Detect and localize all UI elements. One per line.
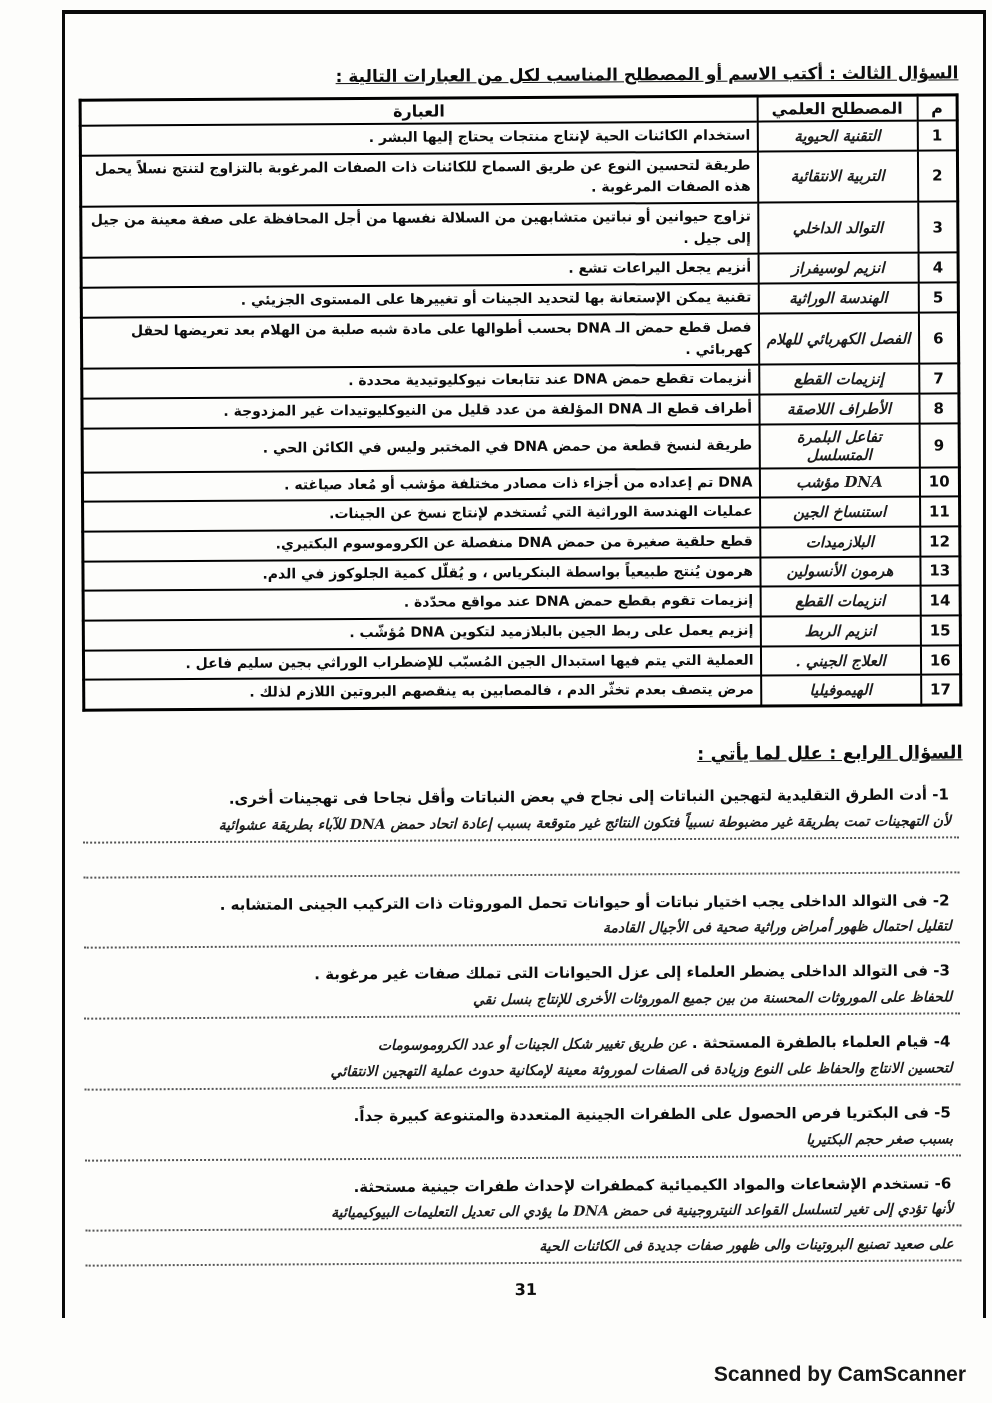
- table-row: [84, 675, 961, 711]
- question-text: 5- فى البكتريا فرص الحصول على الطفرات الجينية المتعددة والمتنوعة كبيرة جداً.: [353, 1103, 951, 1126]
- scientific-term-handwritten: البلازميدات: [760, 527, 920, 558]
- row-number: 8: [919, 393, 959, 423]
- statement-text: أطراف قطع الـ DNA المؤلفة من عدد قليل من النيوكليوتيدات غير المزدوجة .: [82, 394, 759, 428]
- question4-title: السؤال الرابع : علل لما يأتي :: [697, 742, 963, 766]
- handwritten-answer: بسبب صغر حجم البكتيريا: [85, 1128, 961, 1161]
- row-number: 2: [917, 150, 957, 202]
- scientific-term-handwritten: الهندسة الوراثية: [758, 283, 918, 314]
- item-number: 1-: [926, 785, 949, 804]
- item-number: 4-: [928, 1032, 951, 1051]
- header-statement: العبارة: [80, 96, 757, 126]
- statement-text: فصل قطع حمض الـ DNA بحسب أطوالها على مادة شبه صلبة من الهلام بعد تعريضها لحقل كهربائي .: [81, 313, 758, 369]
- item-number: 3-: [927, 961, 950, 980]
- scientific-term-handwritten: الأطراف اللاصقة: [759, 393, 919, 424]
- header-scientific-term: المصطلح العلمي: [757, 95, 917, 121]
- question-text: 4- قيام العلماء بالطفرة المستحثة . عن طريق تغيير شكل الجينات أو عدد الكروموسومات: [377, 1032, 951, 1054]
- question3-table: [79, 93, 963, 711]
- scientific-term-handwritten: تفاعل البلمرة المتسلسل: [759, 423, 919, 468]
- question-text: 2- فى التوالد الداخلى يجب اختيار نباتات أو حيوانات تحمل الموروثات ذات التركيب الجينى المتشابه .: [219, 891, 950, 914]
- question4-section: [83, 742, 966, 1267]
- scientific-term-handwritten: التربية الانتقائية: [757, 150, 917, 202]
- statement-text: طريقة لتحسين النوع عن طريق السماح للكائنات ذات الصفات المرغوبة بالتزاوج لتنتج نسلاً يحمل هذه الصفات المرغوبة .: [80, 151, 757, 207]
- statement-text: هرمون يُنتج طبيعياً بواسطة البنكرياس ، و يُقلّل كمية الجلوكوز في الدم.: [83, 557, 760, 591]
- reasoning-item: [85, 1101, 965, 1161]
- row-number: 16: [920, 645, 960, 675]
- table-row: [81, 201, 958, 258]
- statement-text: أنزيم يجعل اليراعات تشع .: [81, 254, 758, 288]
- item-number: 2-: [927, 891, 950, 910]
- scientific-term-handwritten: التقنية الحيوية: [757, 121, 917, 152]
- scientific-term-handwritten: الفصل الكهربائي للهلام: [758, 312, 918, 364]
- statement-text: استخدام الكائنات الحية لإنتاج منتجات يحتاج إليها البشر .: [80, 122, 757, 156]
- reasoning-item: [83, 783, 964, 878]
- statement-text: مرض يتصف بعدم تخثّر الدم ، فالمصابين به ينقصهم البروتين اللازم لذلك .: [84, 676, 761, 710]
- item-number: 6-: [929, 1174, 952, 1193]
- row-number: 15: [920, 615, 960, 645]
- row-number: 14: [920, 586, 960, 616]
- scientific-term-handwritten: التوالد الداخلي: [758, 202, 918, 254]
- statement-text: قطع حلقية صغيرة من حمض DNA منفصلة عن الكروموسوم البكتيري.: [83, 527, 760, 561]
- table-row: [81, 312, 958, 369]
- row-number: 5: [918, 282, 958, 312]
- scientific-term-handwritten: العلاج الجيني .: [760, 645, 920, 676]
- statement-text: DNA تم إعداده من أجزاء ذات مصادر مختلفة مؤشب أو مُعاد صياغته .: [82, 468, 759, 502]
- header-number: م: [917, 95, 957, 121]
- statement-text: أنزيمات تقطع حمض DNA عند تتابعات نيوكليوتيدية محددة .: [82, 365, 759, 399]
- handwritten-answer: للحفاظ على الموروثات المحسنة من بين جميع الموروثات الأخرى للإنتاج بنسل نقي: [84, 986, 960, 1019]
- scientific-term-handwritten: الهيموفيليا: [761, 675, 921, 706]
- camscanner-credit: Scanned by CamScanner: [713, 1363, 966, 1386]
- item-number: 5-: [928, 1103, 951, 1122]
- page-content: [62, 11, 986, 1302]
- scientific-term-handwritten: DNA مؤشب: [759, 467, 919, 498]
- statement-text: إنزيم يعمل على ربط الجين بالبلازميد لتكوين DNA مُؤشّب .: [83, 617, 760, 651]
- scientific-term-handwritten: هرمون الأنسولين: [760, 556, 920, 587]
- row-number: 13: [920, 556, 960, 586]
- q4-items: [83, 783, 966, 1267]
- table-row: [82, 423, 959, 472]
- row-number: 11: [920, 497, 960, 527]
- statement-text: العملية التي يتم فيها استبدال الجين المُسبّب للإضطراب الوراثي بجين سليم فاعل .: [83, 646, 760, 680]
- scientific-term-handwritten: إنزيمات القطع: [759, 364, 919, 395]
- row-number: 10: [919, 467, 959, 497]
- statement-text: طريقة لنسخ قطعة من حمض DNA في المختبر وليس في الكائن الحي .: [82, 424, 759, 472]
- question-text: 6- تستخدم الإشعاعات والمواد الكيميائية كمطفرات لإحداث طفرات جينية مستحثة.: [353, 1174, 952, 1196]
- handwritten-answer: لأن التهجينات تمت بطريقة غير مضبوطة نسبياً فتكون النتائج غير متوقعة بسبب إعادة اتحاد حمض DNA للآباء بطريقة عشوائية: [83, 810, 959, 843]
- statement-text: تقنية يمكن الإستعانة بها لتحديد الجينات أو تغييرها على المستوى الجزيئي .: [81, 284, 758, 318]
- scientific-term-handwritten: انزيم لوسيفراز: [758, 253, 918, 284]
- question-text: 1- أدت الطرق التقليدية لتهجين النباتات إلى نجاح في بعض النباتات وأقل نجاحا فى تهجينات أخرى.: [228, 785, 949, 808]
- row-number: 4: [918, 253, 958, 283]
- scientific-term-handwritten: انزيمات القطع: [760, 586, 920, 617]
- handwritten-answer: لتقليل احتمال ظهور أمراض وراثية صحية فى الأجيال القادمة: [84, 916, 960, 949]
- reasoning-item: [83, 889, 963, 949]
- row-number: 1: [917, 120, 957, 150]
- row-number: 17: [921, 675, 961, 705]
- question3-title: السؤال الثالث : أكتب الاسم أو المصطلح المناسب لكل من العبارات التالية :: [335, 63, 959, 88]
- scientific-term-handwritten: استنساخ الجين: [760, 497, 920, 528]
- row-number: 7: [919, 364, 959, 394]
- reasoning-item: [84, 960, 964, 1020]
- q3-table-body: [80, 120, 961, 710]
- row-number: 9: [919, 423, 959, 467]
- handwritten-answer: لتحسين الانتاج والحفاظ على النوع وزيادة فى الصفات لموروثة معينة لإمكانية حدوث عملية التهجين الانتقائي: [84, 1057, 960, 1090]
- page-number: 31: [514, 1280, 538, 1300]
- handwritten-answer: لأنها تؤدي إلى تغير لتسلسل القواعد النيتروجينية فى حمض DNA ما يؤدي الى تعديل التعليمات البيوكيميائية: [85, 1198, 961, 1231]
- row-number: 12: [920, 526, 960, 556]
- scientific-term-handwritten: انزيم الربط: [760, 616, 920, 647]
- statement-text: إنزيمات تقوم بقطع حمض DNA عند مواقع محدّدة .: [83, 587, 760, 621]
- row-number: 3: [918, 201, 958, 253]
- question-text: 3- فى التوالد الداخلى يضطر العلماء إلى عزل الحيوانات التى تملك صفات غير مرغوبة .: [314, 961, 950, 984]
- handwritten-inline-note: عن طريق تغيير شكل الجينات أو عدد الكروموسومات: [377, 1035, 692, 1054]
- statement-text: عمليات الهندسة الوراثية التي تُستخدم لإنتاج نسخ عن الجينات.: [83, 498, 760, 532]
- handwritten-answer: [83, 845, 959, 878]
- table-row: [80, 150, 957, 207]
- reasoning-item: [84, 1030, 964, 1090]
- handwritten-answer: على صعيد تصنيع البروتينات والى ظهور صفات جديدة فى الكائنات الحية: [86, 1234, 962, 1267]
- statement-text: تزاوج حيوانين أو نباتين متشابهين من السلالة نفسها من أجل المحافظة على صفة معينة من جيل إلى جيل .: [81, 203, 758, 259]
- row-number: 6: [918, 312, 958, 364]
- reasoning-item: [85, 1172, 966, 1267]
